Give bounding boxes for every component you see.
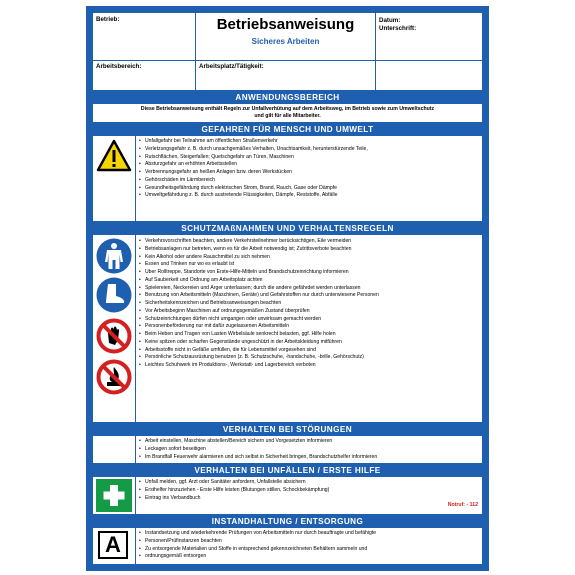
anwendung-text [93, 104, 482, 121]
stoerung-heading: VERHALTEN BEI STÖRUNGEN [222, 425, 353, 434]
list-item: • Arbeit einstellen, Maschine abstellen/Bereich sichern und Vorgesetzten informieren [139, 438, 479, 446]
unterschrift-label: Unterschrift: [379, 25, 417, 32]
list-item: • Spielereien, Neckereien und Ärger unterlassen; durch die andere gefährdet werden unterlassen [139, 285, 479, 293]
list-item: • Persönliche Schutzausrüstung benutzen (z. B. Schutzschuhe, -handschuhe, -brille, Gehörschutz) [139, 354, 479, 362]
list-item: • Zu entsorgende Materialien und Stoffe in entsprechend gekennzeichneten Behältern sammeln und [139, 546, 479, 554]
schutz-heading: SCHUTZMAßNAHMEN UND VERHALTENSREGELN [181, 224, 394, 233]
list-item: • Personen/Prüfinstanzen beachten [139, 538, 479, 546]
schutz-list [139, 238, 479, 370]
gefahren-icons [93, 136, 136, 221]
betrieb-cell [93, 13, 196, 60]
instand-heading: INSTANDHALTUNG / ENTSORGUNG [211, 517, 364, 526]
list-item: • Gehörschäden im Lärmbereich [139, 177, 479, 185]
list-item: • Arbeitsstoffe nicht in Gefäße umfüllen, die für Lebensmittel vorgesehen sind [139, 347, 479, 355]
list-item: • Leichtes Schuhwerk im Produktions-, Werkstatt- und Lagerbereich verboten [139, 362, 479, 370]
list-item: • Instandsetzung und wiederkehrende Prüfungen von Arbeitsmitteln nur durch beauftragte und befähigte [139, 530, 479, 538]
arbeitsplatz-cell [196, 61, 376, 90]
list-item: • Personenbeförderung nur mit dafür zugelassenen Arbeitsmitteln [139, 323, 479, 331]
anwendung-text-line2: und gilt für alle Mitarbeiter. [254, 113, 321, 120]
list-item: • Gesundheitsgefährdung durch elektrischen Strom, Brand, Rauch, Gase oder Dämpfe [139, 185, 479, 193]
datum-cell [376, 13, 482, 60]
datum-label: Datum: [379, 17, 401, 24]
list-item: • Unfallgefahr bei Teilnahme am öffentlichen Straßenverkehr [139, 138, 479, 146]
schutz-body [93, 235, 482, 422]
no-hand-contact-icon [96, 318, 132, 354]
anwendung-body [93, 104, 482, 122]
arbeitsbereich-cell [93, 61, 196, 90]
list-item: • Eintrag ins Verbandbuch [139, 495, 479, 503]
list-item: • Benutzung von Arbeitsmitteln (Maschinen, Geräte) und Gefahrstoffen nur durch unterwiesene Personen [139, 292, 479, 300]
list-item: • Betriebsanlagen nur betreten, wenn es für die Arbeit notwendig ist; Zutrittsverbote beachten [139, 246, 479, 254]
list-item: • Essen und Trinken nur wo es erlaubt ist [139, 261, 479, 269]
unfall-icons [93, 477, 136, 514]
header-row-2 [93, 61, 482, 90]
list-item: • Verkehrsvorschriften beachten, andere Verkehrsteilnehmer berücksichtigen, Eile vermeiden [139, 238, 479, 246]
page-subtitle: Sicheres Arbeiten [251, 37, 320, 46]
header-row [93, 13, 482, 60]
list-item: • Verletzungsgefahr z. B. durch unsachgemäßes Verhalten, Unachtsamkeit, herunterstürzende Teile, [139, 146, 479, 154]
list-item: • Leckagen sofort beseitigen [139, 446, 479, 454]
betrieb-label: Betrieb: [96, 16, 120, 23]
emergency-number: Notruf: - 112 [447, 502, 478, 508]
warning-triangle-icon [96, 139, 132, 172]
stoerung-body [93, 436, 482, 463]
safety-instruction-sheet [86, 6, 489, 571]
letter-a-icon: A [98, 531, 128, 559]
stoerung-icons [93, 436, 136, 463]
list-item: • Absturzgefahr an erhöhten Arbeitsstellen [139, 161, 479, 169]
list-item: • Unfall melden, ggf. Arzt oder Sanitäter anfordern, Unfallstelle absichern [139, 479, 479, 487]
gefahren-body [93, 136, 482, 221]
list-item: • Keine spitzen oder scharfen Gegenstände ungeschützt in der Arbeitskleidung mitführen [139, 339, 479, 347]
title-cell [196, 13, 376, 60]
protective-suit-icon [96, 238, 132, 274]
instand-body [93, 528, 482, 564]
list-item: • Schutzeinrichtungen dürfen nicht umgangen oder unwirksam gemacht werden [139, 316, 479, 324]
unfall-heading: VERHALTEN BEI UNFÄLLEN / ERSTE HILFE [194, 466, 381, 475]
arbeitsplatz-label: Arbeitsplatz/Tätigkeit: [199, 63, 264, 70]
gefahren-list [139, 138, 479, 200]
unfall-body [93, 477, 482, 514]
gefahren-heading: GEFAHREN FÜR MENSCH UND UMWELT [201, 125, 374, 134]
empty-cell [376, 61, 482, 90]
list-item: • Umweltgefährdung z. B. durch austretende Flüssigkeiten, Dämpfe, Reststoffe, Abfälle [139, 192, 479, 200]
schutz-icons [93, 235, 136, 422]
safety-boot-icon [96, 277, 132, 313]
instand-icons [93, 528, 136, 564]
list-item: • ordnungsgemäß entsorgen [139, 553, 479, 561]
list-item: • Rutschflächen, Steigerfallen; Quetschgefahr an Türen, Maschinen [139, 154, 479, 162]
list-item: • Über Rolltreppe, Standorte von Erste-Hilfe-Mitteln und Brandschutzeinrichtung informieren [139, 269, 479, 277]
list-item: • Auf Sauberkeit und Ordnung am Arbeitsplatz achten [139, 277, 479, 285]
arbeitsbereich-label: Arbeitsbereich: [96, 63, 142, 70]
list-item: • Vor Arbeitsbeginn Maschinen auf ordnungsgemäßen Zustand überprüfen [139, 308, 479, 316]
list-item: • Ersthelfer hinzuziehen - Erste Hilfe leisten (Blutungen stillen, Schockbekämpfung) [139, 487, 479, 495]
list-item: • Kein Alkohol oder andere Rauschmittel zu sich nehmen [139, 254, 479, 262]
list-item: • Beim Heben und Tragen von Lasten Wirbelsäule senkrecht belasten, ggf. Hilfe holen [139, 331, 479, 339]
stoerung-list [139, 438, 479, 461]
instand-list [139, 530, 479, 561]
first-aid-cross-icon [96, 479, 132, 512]
list-item: • Im Brandfall Feuerwehr alarmieren und sich selbst in Sicherheit bringen, Brandschutzhelfer informieren [139, 454, 479, 462]
page-title: Betriebsanweisung [216, 16, 355, 33]
list-item: • Verbrennungsgefahr an heißen Anlagen bzw. deren Werkstücken [139, 169, 479, 177]
no-fire-icon [96, 359, 132, 395]
list-item: • Sicherheitskennzeichen und Betriebsanweisungen beachten [139, 300, 479, 308]
anwendung-heading: ANWENDUNGSBEREICH [235, 93, 340, 102]
unfall-list [139, 479, 479, 502]
anwendung-text-line1: Diese Betriebsanweisung enthält Regeln zur Unfallverhütung auf dem Arbeitsweg, im Betrieb sowie zum Umweltschutz [140, 106, 435, 112]
